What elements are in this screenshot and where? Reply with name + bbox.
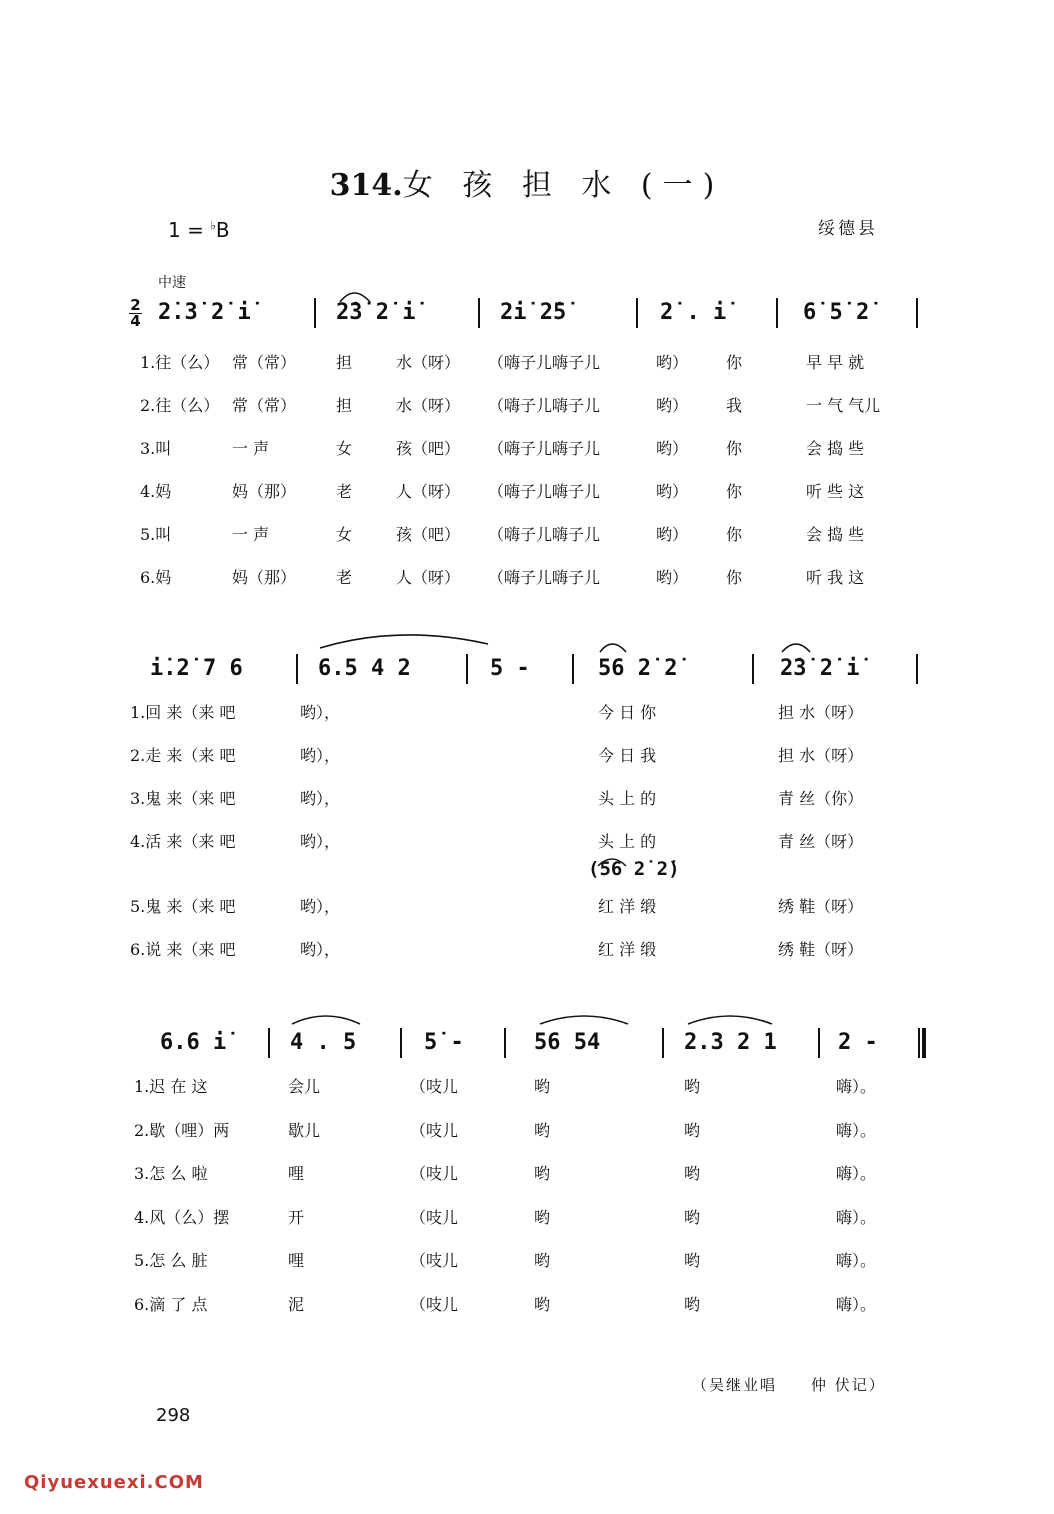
lyric-2-verse-3: 3.鬼 来（来 吧 [130, 789, 236, 808]
lyric-3-verse-4: 哟 [684, 1207, 701, 1227]
lyric-1-verse-6: 人（呀） [396, 568, 461, 587]
lyric-3-verse-6: 哟 [684, 1294, 701, 1314]
lyric-3-verse-2: 哟 [534, 1120, 551, 1140]
lyric-3-verse-5: 哟 [684, 1251, 701, 1270]
lyric-3-verse-1: 哟 [534, 1077, 551, 1096]
lyric-1-verse-3: 一 声 [232, 439, 270, 458]
lyric-2-verse-4: 哟）， [300, 832, 341, 851]
lyric-3-verse-6: 6.滴 了 点 [134, 1294, 208, 1314]
measure-1-4: 2̇ . i̇ [660, 300, 727, 325]
lyric-3-verse-4: （吱儿 [410, 1207, 459, 1227]
lyric-1-verse-2: 哟） [656, 396, 689, 415]
lyric-1-verse-2: 一 气 气儿 [806, 396, 881, 415]
lyric-3-verse-6: （吱儿 [410, 1294, 459, 1314]
lyric-3-verse-2: 2.歇（哩）两 [134, 1120, 230, 1140]
lyric-1-verse-4: 老 [336, 482, 353, 501]
lyric-2-verse-5: 红 洋 缎 [598, 897, 657, 916]
lyric-1-verse-4: 人（呀） [396, 482, 461, 501]
measure-1-3: 2̇i̇ 2̇5̇ [500, 300, 567, 325]
lyric-1-verse-6: 听 我 这 [806, 568, 865, 587]
lyric-2-verse-1: 1.回 来（来 吧 [130, 703, 236, 722]
lyric-3-verse-3: 哟 [534, 1164, 551, 1183]
lyric-2-verse-2: 担 水（呀） [778, 746, 864, 765]
lyric-3-verse-5: 嗨）。 [836, 1251, 877, 1270]
lyric-1-verse-2: 水（呀） [396, 396, 461, 415]
lyric-2-verse-6: 哟）， [300, 940, 341, 959]
lyric-1-verse-2: 我 [726, 396, 743, 415]
lyric-1-verse-6: 老 [336, 568, 353, 587]
lyric-1-verse-1: （嗨子儿嗨子儿 [488, 353, 601, 372]
lyric-1-verse-1: 哟） [656, 353, 689, 372]
lyric-2-verse-5: 哟）， [300, 897, 341, 916]
song-name: 女 孩 担 水 (一) [402, 168, 725, 203]
lyric-3-verse-5: 5.怎 么 脏 [134, 1251, 208, 1270]
lyric-1-verse-5: 会 捣 些 [806, 525, 865, 544]
lyric-1-verse-1: 早 早 就 [806, 353, 865, 372]
lyric-3-verse-5: 哟 [534, 1251, 551, 1270]
lyric-1-verse-5: 女 [336, 525, 353, 544]
lyric-2-verse-6: 6.说 来（来 吧 [130, 940, 236, 959]
measure-1-2: 2̇3̇ 2̇ i̇ [336, 300, 416, 325]
lyric-1-verse-4: 4.妈 [140, 482, 172, 501]
lyric-3-verse-2: 歇儿 [288, 1120, 321, 1140]
measure-2-2: 6.5 4 2 [318, 656, 411, 681]
measure-1-5: 6̇ 5̇ 2̇ [803, 300, 870, 325]
lyric-1-verse-2: 常（常） [232, 396, 297, 415]
lyric-1-verse-5: 5.叫 [140, 525, 172, 544]
lyric-3-verse-6: 泥 [288, 1294, 305, 1314]
lyric-2-verse-1: 担 水（呀） [778, 703, 864, 722]
lyric-1-verse-6: 哟） [656, 568, 689, 587]
performer-credit: （吴继业唱 仲 伏记） [692, 1376, 886, 1394]
lyric-2-verse-3: 哟）， [300, 789, 341, 808]
lyric-1-verse-6: 妈（那） [232, 568, 297, 587]
lyric-3-verse-4: 哟 [534, 1207, 551, 1227]
lyric-3-verse-3: （吱儿 [410, 1164, 459, 1183]
lyric-2-verse-2: 哟）， [300, 746, 341, 765]
lyric-1-verse-1: 常（常） [232, 353, 297, 372]
lyric-2-verse-1: 哟）， [300, 703, 341, 722]
measure-3-5: 2.3 2 1 [684, 1030, 777, 1055]
key-prefix: 1 = [168, 218, 211, 242]
key-note: B [215, 218, 230, 242]
lyric-2-verse-5: 5.鬼 来（来 吧 [130, 897, 236, 916]
lyric-1-verse-1: 水（呀） [396, 353, 461, 372]
lyric-1-verse-3: 你 [726, 439, 743, 458]
lyric-3-verse-1: （吱儿 [410, 1077, 459, 1096]
lyric-1-verse-5: （嗨子儿嗨子儿 [488, 525, 601, 544]
lyric-1-verse-4: 你 [726, 482, 743, 501]
flat-sign: ♭ [210, 218, 216, 233]
lyric-3-verse-1: 嗨）。 [836, 1077, 877, 1096]
lyric-3-verse-6: 嗨）。 [836, 1294, 877, 1314]
lyric-1-verse-5: 哟） [656, 525, 689, 544]
lyric-1-verse-4: （嗨子儿嗨子儿 [488, 482, 601, 501]
measure-3-1: 6.6 i̇ [160, 1030, 227, 1055]
lyric-1-verse-1: 1.往（么） [140, 353, 220, 372]
lyric-2-verse-1: 今 日 你 [598, 703, 657, 722]
site-watermark: Qiyuexuexi.COM [24, 1472, 204, 1493]
page-number: 298 [156, 1405, 191, 1426]
lyric-1-verse-5: 孩（吧） [396, 525, 461, 544]
lyric-3-verse-4: 嗨）。 [836, 1207, 877, 1227]
lyric-1-verse-4: 听 些 这 [806, 482, 865, 501]
lyric-2-verse-4: 4.活 来（来 吧 [130, 832, 236, 851]
lyric-3-verse-1: 会儿 [288, 1077, 321, 1096]
lyric-3-verse-2: （吱儿 [410, 1120, 459, 1140]
song-number: 314. [329, 168, 403, 203]
lyric-2-verse-3: 头 上 的 [598, 789, 657, 808]
lyric-2-verse-3: 青 丝（你） [778, 789, 864, 808]
lyric-1-verse-2: 2.往（么） [140, 396, 220, 415]
region-label: 绥德县 [818, 219, 878, 239]
meter-bottom: 4 [130, 312, 141, 330]
lyric-3-verse-5: （吱儿 [410, 1251, 459, 1270]
measure-1-1: 2̇.3̇ 2̇ i̇ [158, 300, 251, 325]
lyric-3-verse-3: 3.怎 么 啦 [134, 1164, 208, 1183]
measure-2-1: i̇.2̇ 7 6 [150, 656, 243, 681]
lyric-1-verse-4: 哟） [656, 482, 689, 501]
lyric-3-verse-3: 哩 [288, 1164, 305, 1183]
lyric-1-verse-3: （嗨子儿嗨子儿 [488, 439, 601, 458]
lyric-1-verse-5: 你 [726, 525, 743, 544]
lyric-1-verse-3: 孩（吧） [396, 439, 461, 458]
lyric-1-verse-3: 女 [336, 439, 353, 458]
lyric-2-verse-4: 头 上 的 [598, 832, 657, 851]
lyric-3-verse-5: 哩 [288, 1251, 305, 1270]
lyric-1-verse-1: 你 [726, 353, 743, 372]
lyric-2-verse-2: 2.走 来（来 吧 [130, 746, 236, 765]
lyric-1-verse-2: （嗨子儿嗨子儿 [488, 396, 601, 415]
alternate-notation: (56 2̇ 2̇) [588, 858, 680, 880]
lyric-1-verse-4: 妈（那） [232, 482, 297, 501]
lyric-1-verse-6: 6.妈 [140, 568, 172, 587]
lyric-3-verse-2: 嗨）。 [836, 1120, 877, 1140]
lyric-1-verse-3: 3.叫 [140, 439, 172, 458]
lyric-1-verse-1: 担 [336, 353, 353, 372]
lyric-1-verse-6: （嗨子儿嗨子儿 [488, 568, 601, 587]
meter-top: 2 [130, 296, 141, 314]
lyric-1-verse-3: 哟） [656, 439, 689, 458]
lyric-3-verse-6: 哟 [534, 1294, 551, 1314]
lyric-1-verse-6: 你 [726, 568, 743, 587]
lyric-1-verse-3: 会 捣 些 [806, 439, 865, 458]
tempo-marking: 中速 [158, 275, 186, 291]
lyric-1-verse-5: 一 声 [232, 525, 270, 544]
lyric-2-verse-6: 绣 鞋（呀） [778, 940, 864, 959]
lyric-3-verse-1: 哟 [684, 1077, 701, 1096]
lyric-3-verse-4: 4.风（么）摆 [134, 1207, 230, 1227]
measure-2-4: 56 2̇ 2̇ [598, 656, 678, 681]
lyric-3-verse-1: 1.迟 在 这 [134, 1077, 208, 1096]
measure-2-3: 5 - [490, 656, 530, 681]
lyric-3-verse-3: 哟 [684, 1164, 701, 1183]
lyric-2-verse-2: 今 日 我 [598, 746, 657, 765]
measure-3-4: 56 54 [534, 1030, 601, 1055]
lyric-3-verse-2: 哟 [684, 1120, 701, 1140]
lyric-2-verse-5: 绣 鞋（呀） [778, 897, 864, 916]
measure-3-3: 5̇ - [424, 1030, 464, 1055]
lyric-1-verse-2: 担 [336, 396, 353, 415]
lyric-2-verse-4: 青 丝（呀） [778, 832, 864, 851]
measure-2-5: 2̇3̇ 2̇ i̇ [780, 656, 860, 681]
lyric-3-verse-4: 开 [288, 1207, 305, 1227]
measure-3-2: 4 . 5 [290, 1030, 357, 1055]
lyric-2-verse-6: 红 洋 缎 [598, 940, 657, 959]
lyric-3-verse-3: 嗨）。 [836, 1164, 877, 1183]
measure-3-6: 2 - [838, 1030, 878, 1055]
